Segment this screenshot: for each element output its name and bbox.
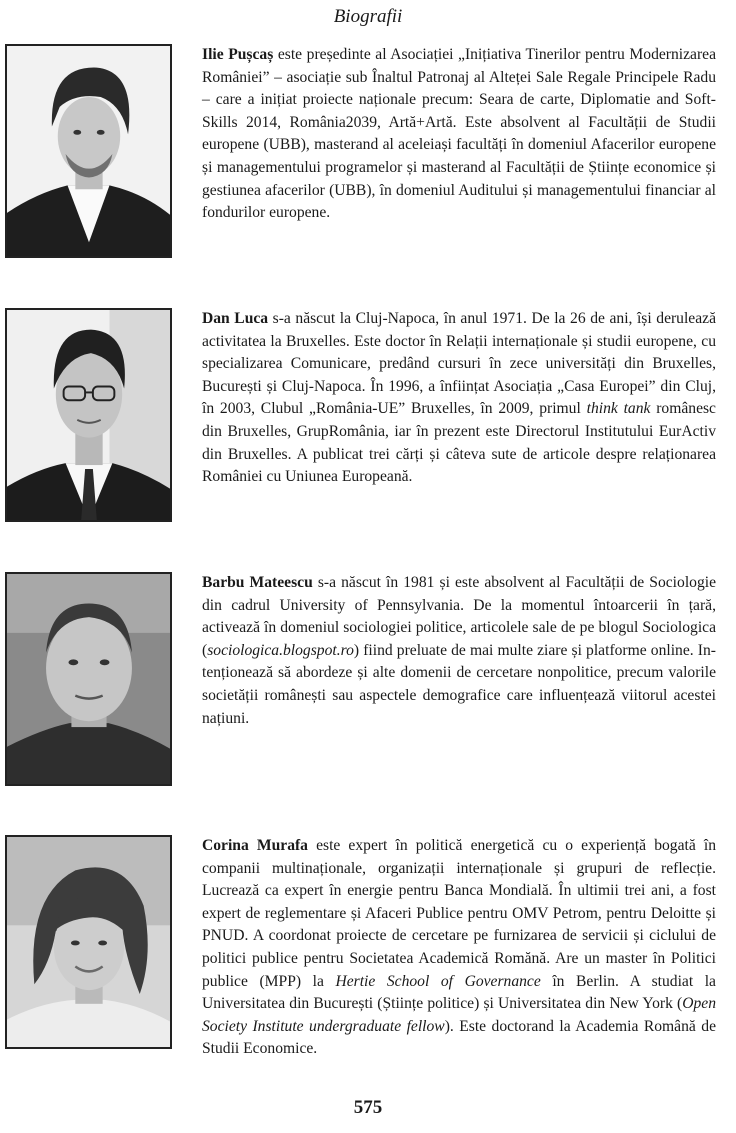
bio-italic: sociologica.blogspot.ro	[207, 641, 354, 659]
bio-body: este expert în politică energetică cu o experiență bogată în companii multinaționale, organizații internaționale și grupuri de reflecție. Lucrează ca expert în energie pentru Banca Mondială. În ultimii trei ani, a fost expert de reglementare și Afaceri Publice pentru OMV Petrom, pentru Deloitte și PNUD. A coordonat proiecte de cercetare pe furnizarea de servicii și ciclului de politici publice pentru Societatea Academică Romănă. Are un master în Politici publice (MPP) la	[202, 837, 716, 990]
bio-entry-ilie-puscas	[5, 44, 725, 274]
bio-body: ). Este doctorand la Academia Română de Studii Economice.	[202, 1017, 716, 1058]
bio-body: este președinte al Asociației „Inițiativa Tinerilor pentru Modernizarea României” – asociație sub Înaltul Patronaj al Alteței Sale Regale Principele Radu – care a inițiat proiecte naționale precum: Seara de carte, Diplomatie and Soft-Skills 2014, România2039, Artă+Artă. Este absolvent al Facultății de Studii europene (UBB), masterand al aceleiași facultăți în domeniul Afacerilor europene și managementului programelor și masterand al Facultății de Științe economice și gestiunea afacerilor (UBB), în domeniul Auditului și managementului financiar al fondurilor europene.	[202, 46, 716, 222]
bio-text	[202, 44, 716, 225]
bio-text	[202, 835, 716, 1061]
bio-italic: think tank	[586, 400, 651, 418]
bio-body: în Berlin. A studiat la Universitatea din București (Științe politice) și Universitatea din New York (	[202, 972, 716, 1013]
bio-italic: Open Society Institute undergraduate fellow	[202, 995, 716, 1035]
person-name: Ilie Pușcaș	[202, 46, 274, 63]
bio-italic: Hertie School of Governance	[335, 972, 541, 990]
bio-body: s-a născut în 1981 și este absolvent al Facultății de Sociologie din cadrul University of Pennsylvania. De la momentul întoarcerii în țară, activează în domeniul sociologiei politice, articolele sale de pe blogul Sociologica (	[202, 574, 716, 659]
bio-entry-dan-luca	[5, 308, 725, 538]
person-name: Corina Murafa	[202, 837, 308, 854]
bio-body: românesc din Bruxelles, GrupRomânia, iar în prezent este Directorul Institutului EurActiv din Bruxelles. A publicat trei cărți și câteva sute de articole despre relaționarea României cu Uniunea Europeană.	[202, 400, 716, 486]
bio-body: s-a născut la Cluj-Napoca, în anul 1971. De la 26 de ani, își derulează activitatea la Bruxelles. Este doctor în Relații internaționale și studii europene, cu specializarea Comunicare, predând cursuri în zece universități din Bruxelles, București și Cluj-Napoca. În 1996, a înființat Asociația „Casa Europei” din Cluj, în 2003, Clubul „România-UE” Bruxelles, în 2009, primul	[202, 310, 716, 418]
page-number: 575	[353, 1097, 383, 1118]
person-name: Dan Luca	[202, 310, 269, 327]
bio-text	[202, 572, 716, 730]
portrait-photo	[5, 835, 172, 1049]
portrait-photo	[5, 44, 172, 258]
person-name: Barbu Mateescu	[202, 574, 313, 591]
bio-text	[202, 308, 716, 489]
bio-body: ) fiind preluate de mai multe ziare și platforme online. Intenționează să abordeze și alte domenii de cercetare nonpolitice, precum valorile societății românești sau aspectele demografice care influențează viitorul acestei națiuni.	[202, 641, 716, 727]
portrait-photo	[5, 308, 172, 522]
bio-entry-corina-murafa	[5, 835, 725, 1065]
running-head: Biografii	[333, 6, 403, 27]
portrait-photo	[5, 572, 172, 786]
bio-entry-barbu-mateescu	[5, 572, 725, 802]
